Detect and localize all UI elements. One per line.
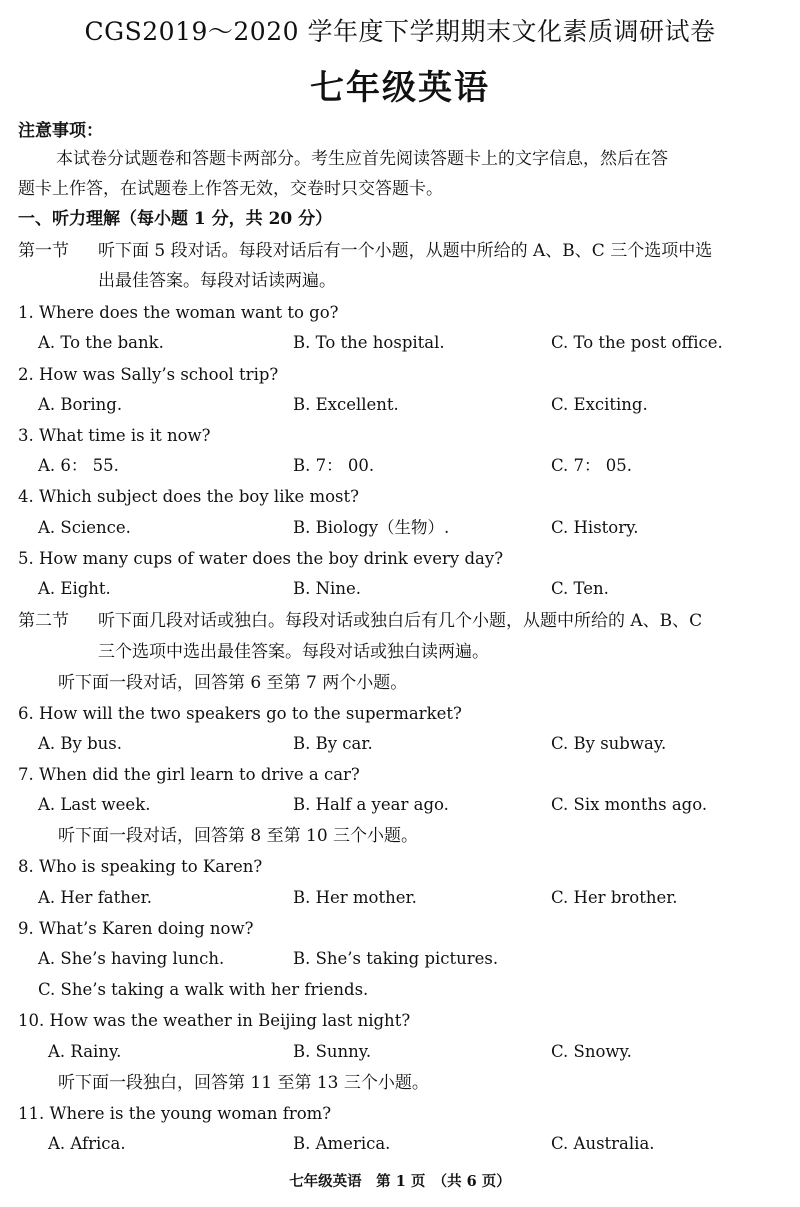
- question-11-option-c: C. Australia.: [551, 1134, 655, 1153]
- question-2-option-c: C. Exciting.: [551, 395, 648, 414]
- question-1-option-a: A. To the bank.: [38, 333, 164, 352]
- question-5-option-c: C. Ten.: [551, 579, 609, 598]
- question-2: 2. How was Sally’s school trip?: [18, 365, 279, 384]
- question-6-option-c: C. By subway.: [551, 734, 667, 753]
- question-7: 7. When did the girl learn to drive a car?: [18, 765, 360, 784]
- instruction-q8-q10: 听下面一段对话，回答第 8 至第 10 三个小题。: [58, 826, 419, 846]
- notice-heading: 注意事项：: [18, 121, 103, 141]
- notice-line-2: 题卡上作答，在试题卷上作答无效，交卷时只交答题卡。: [18, 179, 443, 199]
- part-1-instruction-line-2: 出最佳答案。每段对话读两遍。: [98, 271, 336, 291]
- question-2-option-a: A. Boring.: [38, 395, 123, 414]
- question-6-option-b: B. By car.: [293, 734, 373, 753]
- question-8-option-a: A. Her father.: [38, 888, 152, 907]
- question-10-option-b: B. Sunny.: [293, 1042, 372, 1061]
- question-1-option-b: B. To the hospital.: [293, 333, 445, 352]
- question-7-option-c: C. Six months ago.: [551, 795, 708, 814]
- question-5: 5. How many cups of water does the boy drink every day?: [18, 549, 504, 568]
- question-1-option-c: C. To the post office.: [551, 333, 723, 352]
- question-10: 10. How was the weather in Beijing last night?: [18, 1011, 411, 1030]
- question-9-option-a: A. She’s having lunch.: [38, 949, 225, 968]
- question-11: 11. Where is the young woman from?: [18, 1104, 332, 1123]
- question-6-option-a: A. By bus.: [38, 734, 122, 753]
- question-4-option-c: C. History.: [551, 518, 639, 537]
- question-4-option-a: A. Science.: [38, 518, 131, 537]
- question-8: 8. Who is speaking to Karen?: [18, 857, 263, 876]
- exam-title: CGS2019～2020 学年度下学期期末文化素质调研试卷: [84, 17, 716, 46]
- question-11-option-a: A. Africa.: [48, 1134, 126, 1153]
- question-3: 3. What time is it now?: [18, 426, 211, 445]
- question-3-option-b: B. 7： 00.: [293, 456, 375, 475]
- question-3-option-a: A. 6： 55.: [38, 456, 119, 475]
- question-9: 9. What’s Karen doing now?: [18, 919, 254, 938]
- instruction-q11-q13: 听下面一段独白，回答第 11 至第 13 三个小题。: [58, 1073, 429, 1093]
- question-11-option-b: B. America.: [293, 1134, 391, 1153]
- part-2-instruction-line-1: 听下面几段对话或独白。每段对话或独白后有几个小题，从题中所给的 A、B、C: [98, 611, 703, 631]
- question-6: 6. How will the two speakers go to the supermarket?: [18, 704, 462, 723]
- question-1: 1. Where does the woman want to go?: [18, 303, 339, 322]
- notice-line-1: 本试卷分试题卷和答题卡两部分。考生应首先阅读答题卡上的文字信息，然后在答: [56, 149, 668, 169]
- question-10-option-a: A. Rainy.: [48, 1042, 122, 1061]
- question-4-option-b: B. Biology（生物）.: [293, 518, 450, 537]
- question-3-option-c: C. 7： 05.: [551, 456, 633, 475]
- instruction-q6-q7: 听下面一段对话，回答第 6 至第 7 两个小题。: [58, 673, 408, 693]
- question-5-option-a: A. Eight.: [38, 579, 111, 598]
- part-1-instruction-line-1: 听下面 5 段对话。每段对话后有一个小题，从题中所给的 A、B、C 三个选项中选: [98, 241, 713, 261]
- page-footer: 七年级英语 第 1 页 （共 6 页）: [289, 1173, 511, 1190]
- question-10-option-c: C. Snowy.: [551, 1042, 632, 1061]
- question-9-option-b: B. She’s taking pictures.: [293, 949, 499, 968]
- question-2-option-b: B. Excellent.: [293, 395, 399, 414]
- question-7-option-a: A. Last week.: [38, 795, 151, 814]
- section-1-heading: 一、听力理解（每小题 1 分，共 20 分）: [18, 209, 333, 229]
- question-7-option-b: B. Half a year ago.: [293, 795, 449, 814]
- question-9-option-c: C. She’s taking a walk with her friends.: [38, 980, 369, 999]
- question-4: 4. Which subject does the boy like most?: [18, 487, 360, 506]
- exam-subject: 七年级英语: [310, 68, 490, 108]
- part-2-instruction-line-2: 三个选项中选出最佳答案。每段对话或独白读两遍。: [98, 642, 489, 662]
- part-2-label: 第二节: [18, 611, 69, 631]
- question-8-option-b: B. Her mother.: [293, 888, 417, 907]
- question-5-option-b: B. Nine.: [293, 579, 361, 598]
- part-1-label: 第一节: [18, 241, 69, 261]
- question-8-option-c: C. Her brother.: [551, 888, 678, 907]
